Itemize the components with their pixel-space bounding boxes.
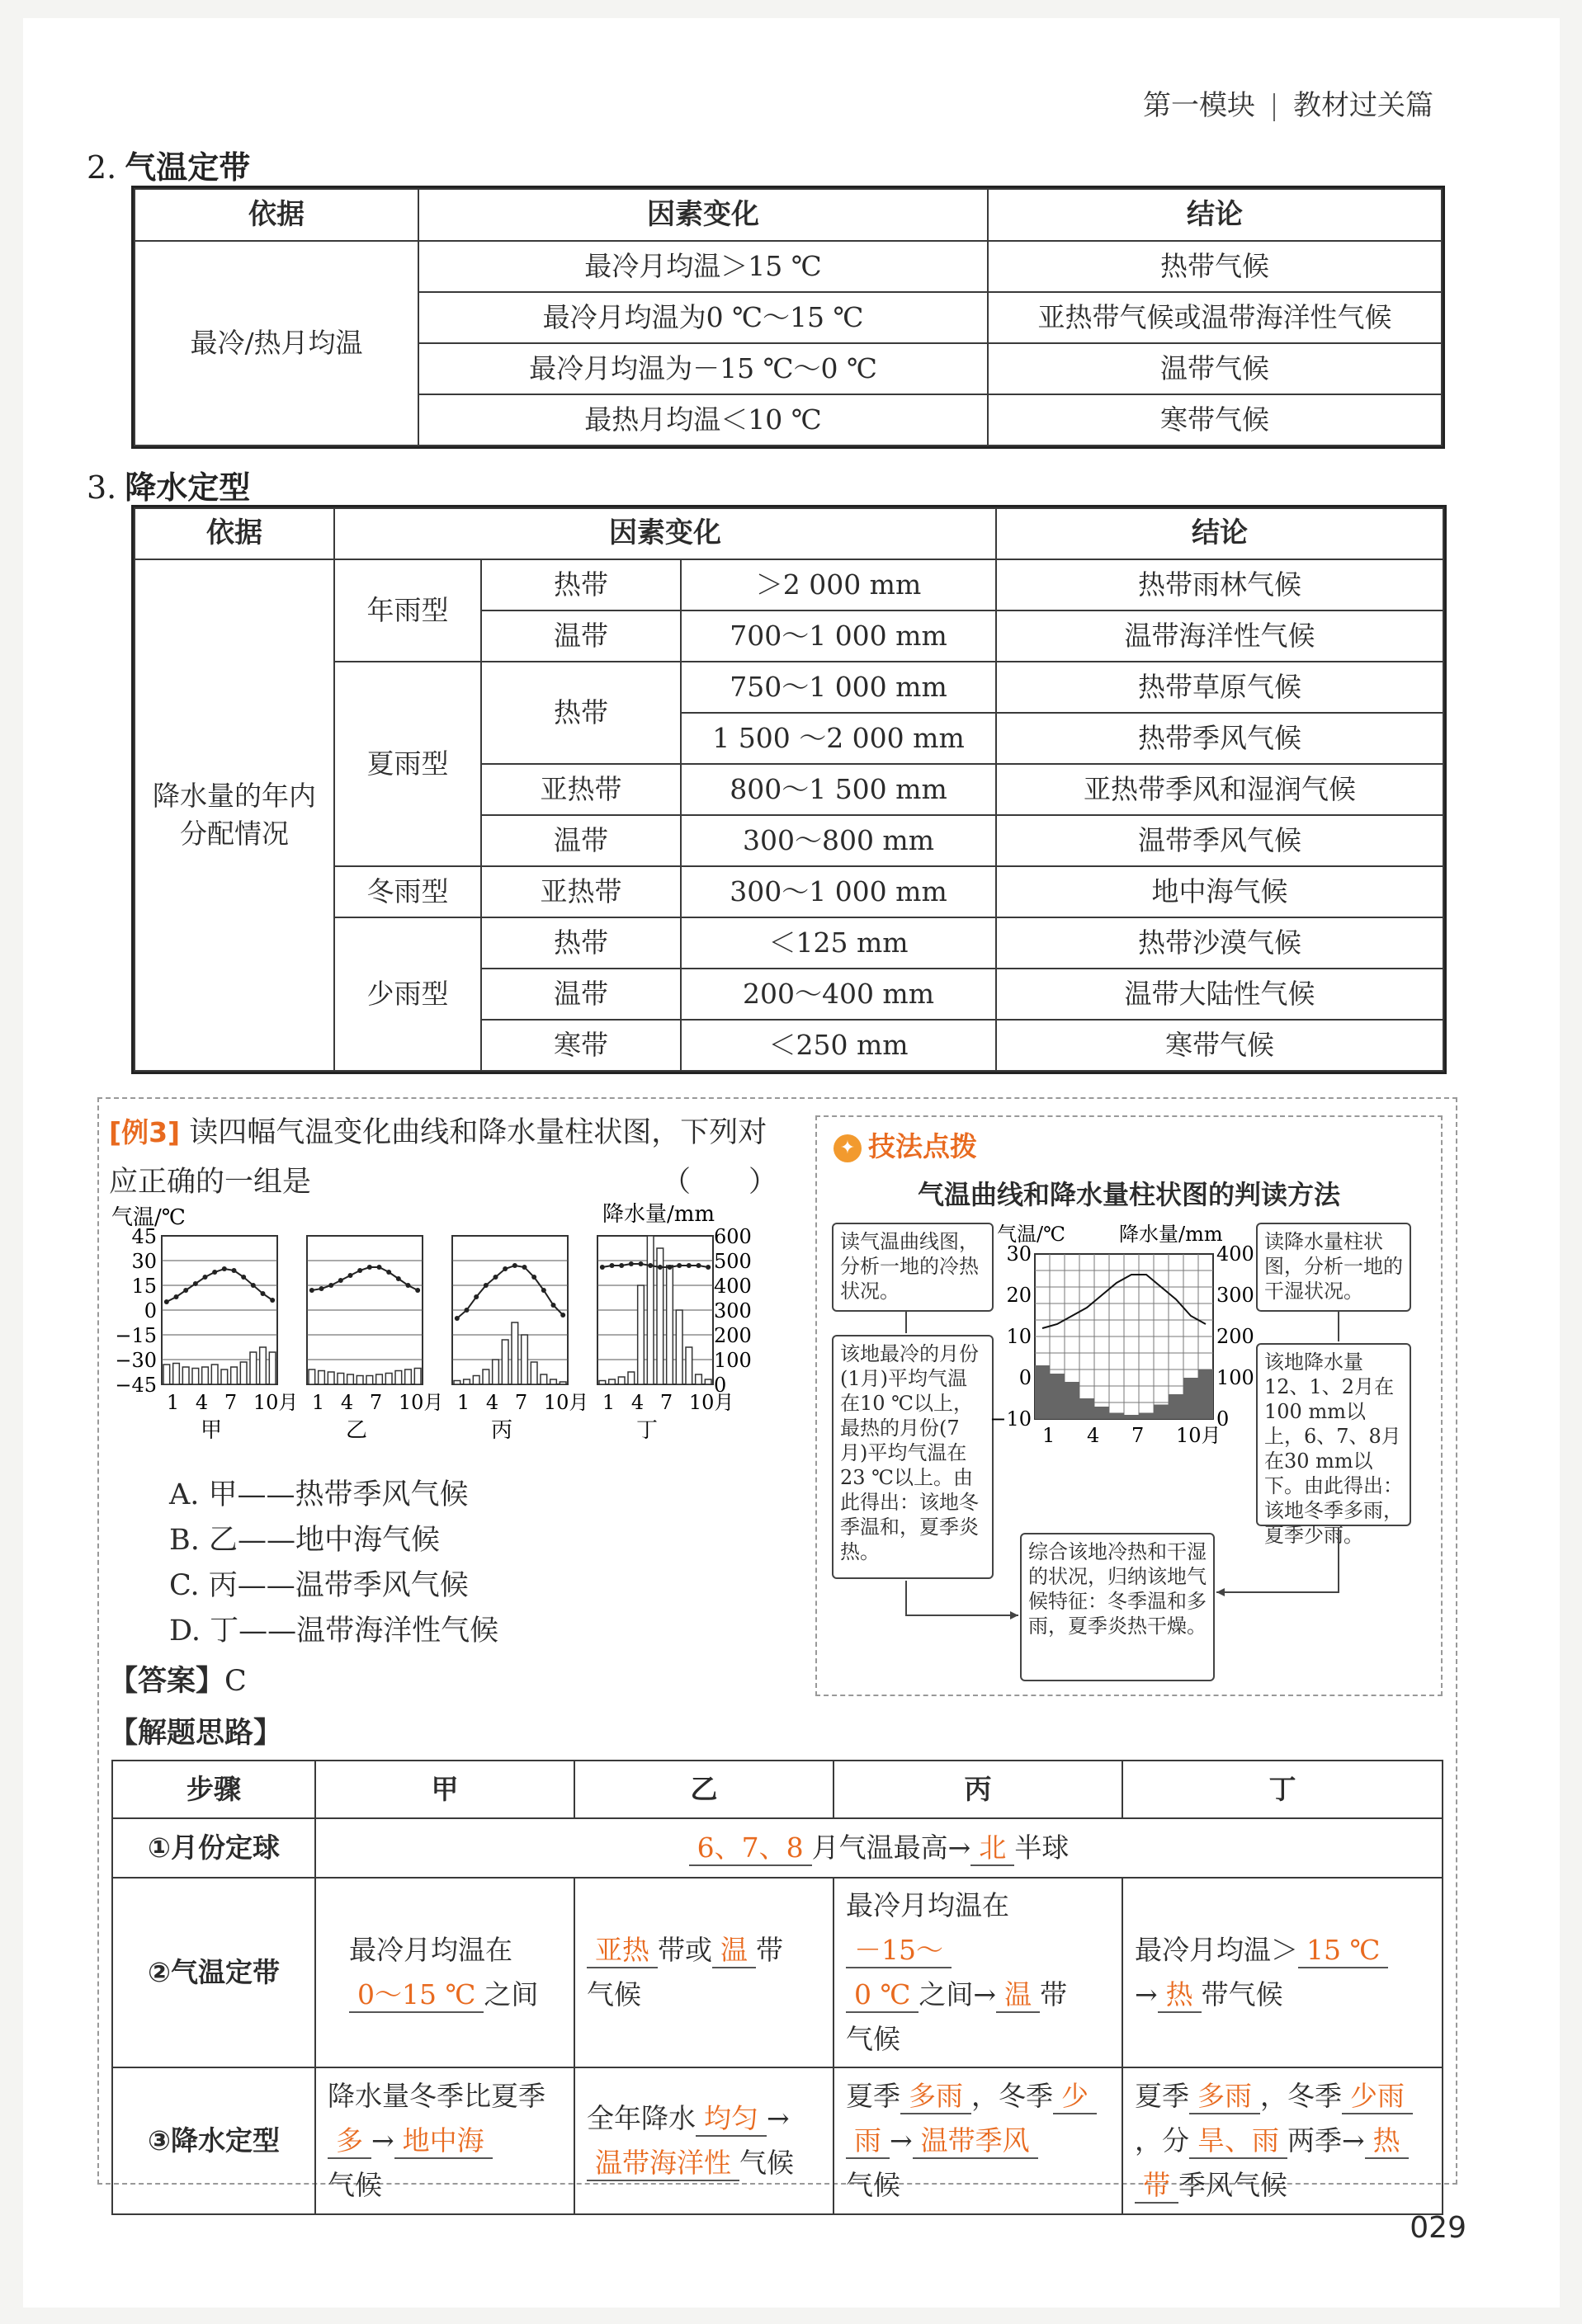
precip-tick: 100 bbox=[714, 1349, 752, 1372]
precip-bar bbox=[240, 1362, 247, 1384]
temp-point bbox=[212, 1270, 217, 1275]
precip-bar bbox=[260, 1347, 267, 1384]
precip-bar bbox=[560, 1382, 566, 1384]
precip-bar bbox=[638, 1285, 645, 1384]
temp-point bbox=[639, 1261, 644, 1266]
precip-bar bbox=[493, 1360, 499, 1384]
temp-point bbox=[648, 1263, 653, 1268]
temp-point bbox=[619, 1263, 624, 1268]
precip-bar bbox=[686, 1347, 692, 1384]
precip-bar bbox=[319, 1371, 325, 1385]
mini-month-tick: 10月 bbox=[1176, 1424, 1221, 1447]
options bbox=[169, 1473, 498, 1654]
temp-point bbox=[396, 1276, 401, 1281]
precip-bar bbox=[599, 1381, 606, 1385]
temp-point bbox=[222, 1266, 227, 1271]
month-tick: 4 bbox=[485, 1391, 499, 1414]
temp-point bbox=[241, 1275, 246, 1280]
temp-point bbox=[338, 1278, 343, 1283]
running-header bbox=[1143, 82, 1433, 123]
temp-point bbox=[386, 1270, 391, 1275]
temp-point bbox=[203, 1275, 208, 1280]
temp-point bbox=[164, 1299, 169, 1304]
temp-point bbox=[474, 1294, 479, 1299]
arrowhead-2 bbox=[1216, 1588, 1225, 1596]
chart-name: 甲 bbox=[200, 1418, 223, 1443]
temp-point bbox=[183, 1288, 188, 1293]
precip-bar bbox=[250, 1352, 257, 1384]
precip-bar bbox=[522, 1335, 528, 1384]
temp-point bbox=[377, 1265, 382, 1270]
month-tick: 4 bbox=[340, 1391, 354, 1414]
precip-bar bbox=[550, 1379, 557, 1384]
temp-point bbox=[541, 1288, 546, 1293]
precip-bar bbox=[366, 1376, 373, 1385]
month-tick: 1 bbox=[166, 1391, 180, 1414]
precip-bar bbox=[531, 1362, 537, 1384]
precip-tick: 400 bbox=[714, 1275, 752, 1298]
option-c[interactable]: C. 丙——温带季风气候 bbox=[169, 1569, 469, 1602]
month-tick: 7 bbox=[369, 1391, 383, 1414]
precip-bar bbox=[676, 1310, 682, 1384]
temp-line bbox=[602, 1264, 708, 1267]
month-tick: 7 bbox=[224, 1391, 238, 1414]
mini-temp-tick: 30 bbox=[1006, 1242, 1032, 1266]
precip-bar bbox=[269, 1352, 276, 1384]
precip-bar bbox=[221, 1369, 228, 1384]
precip-bar bbox=[395, 1371, 402, 1385]
tip-title: 气温曲线和降水量柱状图的判读方法 bbox=[917, 1179, 1340, 1210]
mini-precip-tick: 300 bbox=[1216, 1284, 1254, 1307]
precip-tick: 500 bbox=[714, 1250, 752, 1273]
precip-bar bbox=[696, 1374, 702, 1384]
temp-tick: 30 bbox=[131, 1250, 157, 1273]
month-tick: 10月 bbox=[398, 1391, 444, 1414]
temp-point bbox=[551, 1303, 556, 1308]
section-3-title: 3. 降水定型 bbox=[87, 469, 251, 506]
month-tick: 1 bbox=[456, 1391, 470, 1414]
tip-box-temp-analysis: 该地最冷的月份(1月)平均气温在10 ℃以上，最热的月份(7月)平均气温在23 ℃以上。由此得出：该地冬季温和，夏季炎热。 bbox=[832, 1335, 994, 1579]
temp-tick: 15 bbox=[131, 1275, 157, 1298]
arrow-4 bbox=[1216, 1528, 1339, 1592]
temp-point bbox=[348, 1273, 353, 1278]
tip-header: ✦ 技法点拨 bbox=[834, 1125, 977, 1164]
precip-bar bbox=[231, 1367, 238, 1384]
basis-cell: 最冷/热月均温 bbox=[135, 241, 418, 445]
mini-precip-tick: 0 bbox=[1216, 1407, 1230, 1431]
mini-precip-label: 降水量/mm bbox=[1119, 1223, 1223, 1246]
temp-point bbox=[697, 1263, 701, 1268]
mini-precip-tick: 200 bbox=[1216, 1325, 1254, 1348]
precip-tick: 300 bbox=[714, 1299, 752, 1322]
temp-point bbox=[484, 1283, 489, 1288]
precip-bar bbox=[705, 1379, 711, 1384]
precip-bar bbox=[309, 1369, 315, 1384]
tip-box-temp-curve: 读气温曲线图，分析一地的冷热状况。 bbox=[832, 1223, 994, 1312]
precip-bar bbox=[338, 1374, 344, 1385]
chart-name: 丁 bbox=[635, 1418, 659, 1443]
example-tag: [例3] bbox=[109, 1116, 181, 1148]
option-d[interactable]: D. 丁——温带海洋性气候 bbox=[169, 1615, 499, 1648]
temp-point bbox=[319, 1286, 324, 1291]
precip-bar bbox=[647, 1236, 654, 1384]
mini-month-tick: 4 bbox=[1087, 1424, 1100, 1447]
temp-point bbox=[522, 1265, 527, 1270]
temp-point bbox=[677, 1263, 682, 1268]
solution-steps-table: 步骤 甲 乙 丙 丁 ①月份定球 6、7、8 月气温最高→ 北 半球 ②气温定带 最冷月均温在 0～15 ℃ 之间 亚热 带或 温 带 气候 最冷月均温在－15～ 0 ℃ 之间→ 温 带 气候 最冷月均温＞ 15 ℃ → 热 带气候 ③降水定型 降水量冬季比夏季 多 → 地中海 气候 全年降水 均匀 → 温带海洋性 气候 夏季 多雨 ，冬季 少 雨 → 温带季风 气候 夏季 多雨 ，冬季 少雨 ，分 旱、雨 两季→ 热 带 季风气候 bbox=[111, 1760, 1443, 2215]
temp-point bbox=[668, 1265, 673, 1270]
chart-name: 丙 bbox=[490, 1418, 513, 1443]
month-tick: 10月 bbox=[688, 1391, 734, 1414]
temp-point bbox=[367, 1265, 372, 1270]
mini-precip-tick: 400 bbox=[1216, 1242, 1254, 1266]
temp-point bbox=[600, 1265, 605, 1270]
temp-point bbox=[687, 1263, 692, 1268]
tip-box-precip-analysis: 该地降水量12、1、2月在100 mm以上，6、7、8月在30 mm以下。由此得出：该地冬季多雨，夏季少雨。 bbox=[1256, 1343, 1411, 1526]
mini-temp-tick: 0 bbox=[1018, 1366, 1032, 1389]
mini-month-tick: 1 bbox=[1042, 1424, 1055, 1447]
arrow-3 bbox=[906, 1581, 1018, 1615]
temp-tick: −15 bbox=[115, 1324, 157, 1347]
temp-point bbox=[174, 1294, 179, 1299]
temp-point bbox=[560, 1313, 565, 1318]
precip-bar bbox=[454, 1381, 460, 1385]
precip-bar bbox=[357, 1376, 363, 1385]
temp-point bbox=[610, 1263, 615, 1268]
mini-month-tick: 7 bbox=[1131, 1424, 1145, 1447]
temp-point bbox=[193, 1281, 198, 1286]
page-number: 029 bbox=[1410, 2211, 1466, 2245]
precip-tick: 600 bbox=[714, 1225, 752, 1248]
precip-bar bbox=[464, 1379, 470, 1384]
arrowhead-1 bbox=[1010, 1611, 1018, 1619]
mini-precip-tick: 100 bbox=[1216, 1366, 1254, 1389]
temp-line bbox=[312, 1267, 418, 1290]
temp-point bbox=[512, 1263, 517, 1268]
mini-temp-tick: 20 bbox=[1006, 1284, 1032, 1307]
temp-point bbox=[629, 1261, 634, 1266]
precip-bar bbox=[618, 1377, 625, 1384]
temp-point bbox=[232, 1268, 237, 1273]
temp-point bbox=[531, 1275, 536, 1280]
temp-tick: −45 bbox=[115, 1374, 157, 1397]
answer: 【答案】C bbox=[109, 1665, 247, 1698]
precip-bar bbox=[405, 1369, 412, 1384]
tip-box-precip-bars: 读降水量柱状图，分析一地的干湿状况。 bbox=[1256, 1223, 1411, 1312]
tip-box-conclusion: 综合该地冷热和干湿的状况，归纳该地气候特征：冬季温和多雨，夏季炎热干燥。 bbox=[1020, 1533, 1215, 1681]
precip-bar bbox=[483, 1369, 489, 1384]
temp-point bbox=[465, 1308, 470, 1313]
chart-name: 乙 bbox=[345, 1418, 368, 1443]
month-tick: 10月 bbox=[543, 1391, 589, 1414]
month-tick: 4 bbox=[630, 1391, 645, 1414]
option-a[interactable]: A. 甲——热带季风气候 bbox=[169, 1478, 469, 1511]
temp-point bbox=[493, 1275, 498, 1280]
section-2-title: 2. 气温定带 bbox=[87, 149, 251, 186]
mini-temp-tick: −10 bbox=[989, 1407, 1032, 1431]
mini-temp-label: 气温/℃ bbox=[997, 1223, 1065, 1246]
lightbulb-icon: ✦ bbox=[834, 1134, 862, 1162]
precip-bar bbox=[347, 1374, 354, 1384]
temp-point bbox=[503, 1266, 508, 1271]
option-b[interactable]: B. 乙——地中海气候 bbox=[169, 1524, 440, 1557]
precip-bar bbox=[328, 1372, 334, 1384]
precip-bar bbox=[473, 1376, 479, 1385]
precip-bar bbox=[202, 1367, 209, 1384]
precip-bar bbox=[376, 1374, 383, 1384]
precip-bar bbox=[541, 1374, 547, 1384]
mini-temp-tick: 10 bbox=[1006, 1325, 1032, 1348]
precip-bar bbox=[667, 1266, 673, 1384]
month-tick: 1 bbox=[602, 1391, 616, 1414]
module-label: 第一模块 bbox=[1143, 89, 1255, 122]
answer-blank: （ ） bbox=[661, 1166, 777, 1199]
precip-bar bbox=[211, 1365, 218, 1384]
precip-bar bbox=[192, 1369, 199, 1385]
precip-bar bbox=[182, 1367, 189, 1384]
temp-point bbox=[415, 1288, 420, 1293]
temp-point bbox=[309, 1288, 314, 1293]
temp-point bbox=[455, 1316, 460, 1321]
precip-tick: 0 bbox=[714, 1374, 727, 1397]
temp-axis-label: 气温/℃ bbox=[111, 1205, 186, 1230]
precipitation-type-table: 依据 因素变化 结论 降水量的年内分配情况 年雨型 热带 ＞2 000 mm 热带雨林气候 温带 700～1 000 mm 温带海洋性气候 夏雨型 热带 750～1 000 mm 热带草原气候 1 500 ～2 000 mm 热带季风气候 亚热带 800～1 500 mm 亚热带季风和湿润气候 温带 300～800 mm 温带季风气候 冬雨型 亚热带 300～1 000 mm 地中海气候 少雨型 热带 ＜125 mm 热带沙漠气候 温带 200～400 mm 温带大陆性气候 寒带 ＜250 mm 寒带气候 bbox=[134, 507, 1444, 1072]
month-tick: 7 bbox=[659, 1391, 673, 1414]
temp-point bbox=[357, 1268, 362, 1273]
precip-axis-label: 降水量/mm bbox=[602, 1202, 715, 1227]
month-tick: 1 bbox=[311, 1391, 325, 1414]
precip-bar bbox=[502, 1340, 508, 1384]
temp-point bbox=[658, 1265, 663, 1270]
temp-point bbox=[251, 1283, 256, 1288]
temp-tick: 45 bbox=[131, 1225, 157, 1248]
precip-bar bbox=[163, 1365, 170, 1384]
temp-tick: −30 bbox=[115, 1349, 157, 1372]
temp-point bbox=[270, 1298, 275, 1303]
precip-bar bbox=[512, 1322, 518, 1384]
temp-point bbox=[406, 1283, 411, 1288]
precip-bar bbox=[414, 1369, 421, 1385]
precip-bar bbox=[609, 1379, 616, 1384]
temperature-zone-table: 依据 因素变化 结论 最冷/热月均温 最冷月均温＞15 ℃ 热带气候 最冷月均温为0 ℃～15 ℃ 亚热带气候或温带海洋性气候 最冷月均温为－15 ℃～0 ℃ 温带气候 最热月均温＜10 ℃ 寒带气候 bbox=[134, 188, 1443, 446]
month-tick: 7 bbox=[514, 1391, 528, 1414]
example-question: [例3] 读四幅气温变化曲线和降水量柱状图，下列对应正确的一组是 （ ） bbox=[109, 1108, 786, 1207]
climate-charts bbox=[107, 1204, 767, 1477]
temp-tick: 0 bbox=[144, 1299, 157, 1322]
temp-point bbox=[706, 1265, 711, 1270]
precip-tick: 200 bbox=[714, 1324, 752, 1347]
temp-point bbox=[261, 1291, 266, 1296]
precip-bar bbox=[385, 1374, 392, 1385]
precip-bar bbox=[628, 1372, 635, 1384]
month-tick: 10月 bbox=[253, 1391, 299, 1414]
temp-point bbox=[328, 1283, 333, 1288]
month-tick: 4 bbox=[195, 1391, 209, 1414]
solution-label: 【解题思路】 bbox=[109, 1717, 283, 1750]
tip-arrows bbox=[900, 1312, 1428, 1642]
precip-bar bbox=[173, 1364, 180, 1385]
section-label: 教材过关篇 bbox=[1293, 89, 1433, 122]
